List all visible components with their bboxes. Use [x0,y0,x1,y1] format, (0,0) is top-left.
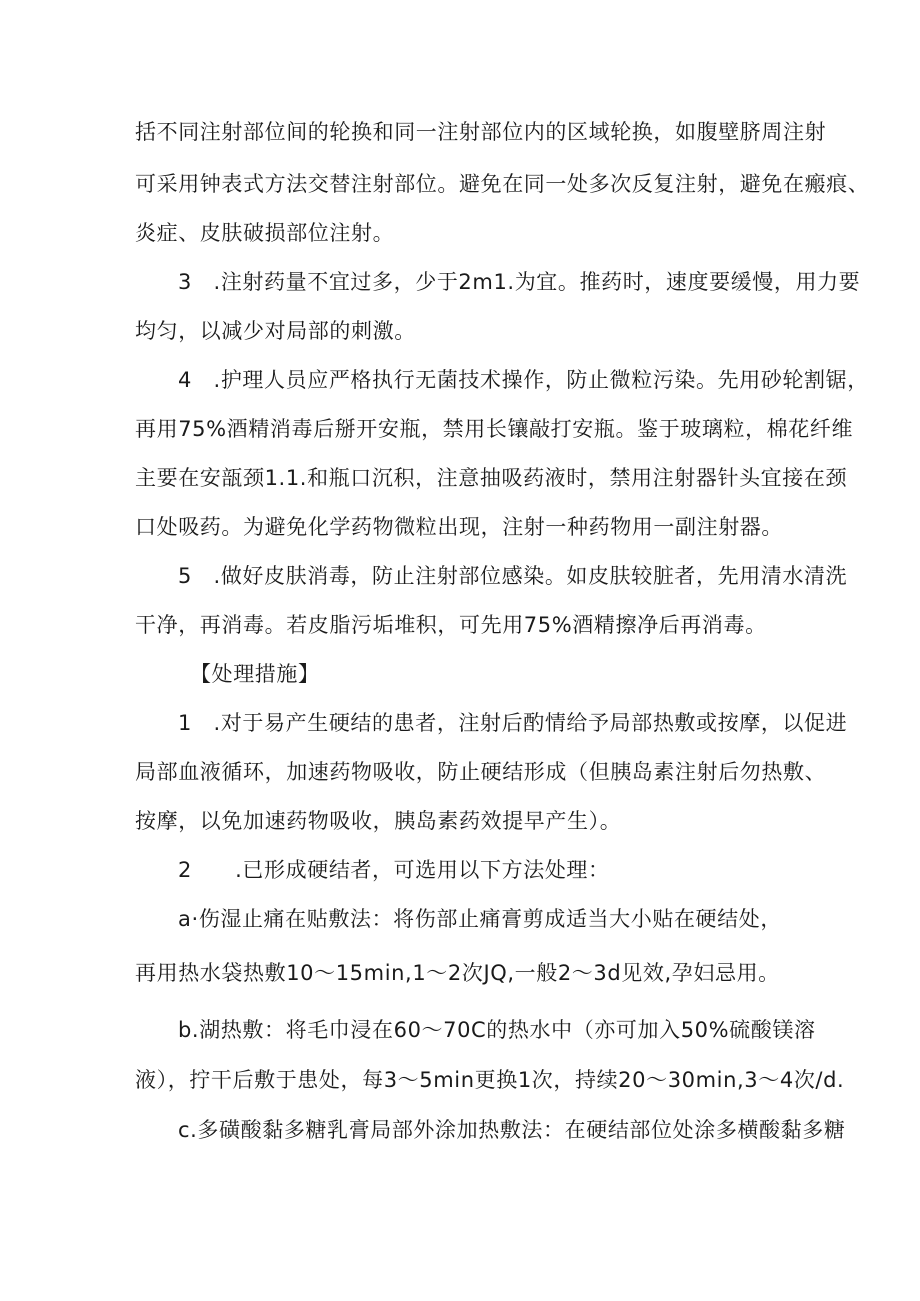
list-item-2: 2 .已形成硬结者，可选用以下方法处理： [178,858,610,882]
sub-item-b: b.湖热敷：将毛巾浸在60〜70C的热水中（亦可加入50%硫酸镁溶 [178,1018,816,1042]
list-item-5: 5 .做好皮肤消毒，防止注射部位感染。如皮肤较脏者，先用清水清洗 [178,564,848,588]
list-item-4: 4 .护理人员应严格执行无菌技术操作，防止微粒污染。先用砂轮割锯， [178,368,869,392]
body-text-line: 口处吸药。为避免化学药物微粒出现，注射一种药物用一副注射器。 [135,515,783,539]
body-text-line: 再用热水袋热敷10〜15min,1〜2次JQ,一般2〜3d见效,孕妇忌用。 [135,961,780,985]
body-text-line: 按摩，以免加速药物吸收，胰岛素药效提早产生）。 [135,809,622,833]
list-item-3: 3 .注射药量不宜过多，少于2m1.为宜。推药时，速度要缓慢，用力要 [178,270,861,294]
body-text-line: 液），拧干后敷于患处，每3〜5min更换1次，持续20〜30min,3〜4次/d. [135,1068,845,1092]
list-item-1: 1 .对于易产生硬结的患者，注射后酌情给予局部热敷或按摩，以促进 [178,711,848,735]
body-text-line: 主要在安瓿颈1.1.和瓶口沉积，注意抽吸药液时，禁用注射器针头宜接在颈 [135,466,848,490]
body-text-line: 均匀，以减少对局部的刺激。 [135,319,416,343]
sub-item-a: a·伤湿止痛在贴敷法：将伤部止痛膏剪成适当大小贴在硬结处， [178,907,782,931]
body-text-line: 炎症、皮肤破损部位注射。 [135,221,395,245]
sub-item-c: c.多磺酸黏多糖乳膏局部外涂加热敷法：在硬结部位处涂多横酸黏多糖 [178,1118,846,1142]
body-text-line: 括不同注射部位间的轮换和同一注射部位内的区域轮换，如腹壁脐周注射 [135,120,827,144]
section-heading: 【处理措施】 [190,662,320,686]
body-text-line: 局部血液循环，加速药物吸收，防止硬结形成（但胰岛素注射后勿热敷、 [135,760,827,784]
body-text-line: 可采用钟表式方法交替注射部位。避免在同一处多次反复注射，避免在瘢痕、 [135,172,870,196]
body-text-line: 再用75%酒精消毒后掰开安瓶，禁用长镶敲打安瓶。鉴于玻璃粒，棉花纤维 [135,417,854,441]
body-text-line: 干净，再消毒。若皮脂污垢堆积，可先用75%酒精擦净后再消毒。 [135,613,767,637]
